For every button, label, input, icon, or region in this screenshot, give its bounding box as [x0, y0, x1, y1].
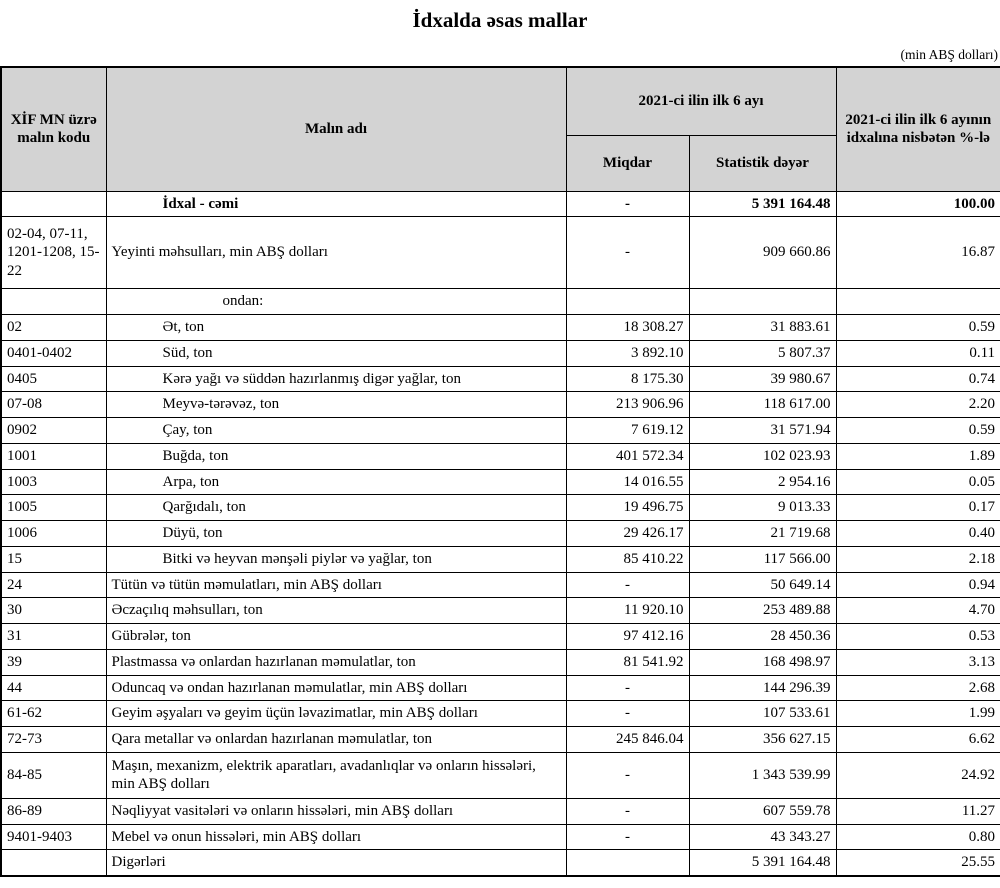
- row-code-cell: 61-62: [1, 701, 106, 727]
- row-percent-cell: 4.70: [836, 598, 1000, 624]
- row-percent-cell: 0.74: [836, 366, 1000, 392]
- row-value-cell: 117 566.00: [689, 546, 836, 572]
- row-name-cell: Əczaçılıq məhsulları, ton: [106, 598, 566, 624]
- row-name-cell: Meyvə-tərəvəz, ton: [106, 392, 566, 418]
- row-name-cell: Tütün və tütün məmulatları, min ABŞ dolları: [106, 572, 566, 598]
- row-value-cell: 1 343 539.99: [689, 752, 836, 798]
- row-code-cell: 0405: [1, 366, 106, 392]
- row-percent-cell: 11.27: [836, 798, 1000, 824]
- row-value-cell: 909 660.86: [689, 217, 836, 289]
- row-value-cell: [689, 289, 836, 315]
- row-code-cell: 30: [1, 598, 106, 624]
- row-percent-cell: 1.99: [836, 701, 1000, 727]
- row-name-cell: Düyü, ton: [106, 521, 566, 547]
- row-quantity-cell: 97 412.16: [566, 624, 689, 650]
- row-value-cell: 5 391 164.48: [689, 850, 836, 876]
- row-percent-cell: 3.13: [836, 649, 1000, 675]
- row-code-cell: 39: [1, 649, 106, 675]
- row-name-cell: Yeyinti məhsulları, min ABŞ dolları: [106, 217, 566, 289]
- row-code-cell: 1001: [1, 443, 106, 469]
- header-group-period: 2021-ci ilin ilk 6 ayı: [566, 67, 836, 135]
- row-name-cell: Ət, ton: [106, 315, 566, 341]
- row-name-cell: ondan:: [106, 289, 566, 315]
- row-value-cell: 39 980.67: [689, 366, 836, 392]
- row-code-cell: 44: [1, 675, 106, 701]
- row-code-cell: 0902: [1, 418, 106, 444]
- row-code-cell: 72-73: [1, 727, 106, 753]
- row-name-cell: Kərə yağı və süddən hazırlanmış digər yağlar, ton: [106, 366, 566, 392]
- table-row: [1, 649, 1000, 675]
- row-percent-cell: 0.11: [836, 340, 1000, 366]
- row-percent-cell: 0.40: [836, 521, 1000, 547]
- header-percent: 2021-ci ilin ilk 6 ayının idxalına nisbətən %-lə: [836, 67, 1000, 191]
- row-code-cell: [1, 289, 106, 315]
- table-row: [1, 418, 1000, 444]
- row-percent-cell: 0.80: [836, 824, 1000, 850]
- row-code-cell: 0401-0402: [1, 340, 106, 366]
- row-quantity-cell: 213 906.96: [566, 392, 689, 418]
- table-row: [1, 495, 1000, 521]
- row-percent-cell: 0.53: [836, 624, 1000, 650]
- row-name-cell: Süd, ton: [106, 340, 566, 366]
- row-name-cell: Geyim əşyaları və geyim üçün ləvazimatlar, min ABŞ dolları: [106, 701, 566, 727]
- row-percent-cell: 1.89: [836, 443, 1000, 469]
- row-quantity-cell: 8 175.30: [566, 366, 689, 392]
- row-value-cell: 2 954.16: [689, 469, 836, 495]
- table-row: [1, 675, 1000, 701]
- row-name-cell: İdxal - cəmi: [106, 191, 566, 217]
- row-percent-cell: 25.55: [836, 850, 1000, 876]
- row-code-cell: 02-04, 07-11, 1201-1208, 15-22: [1, 217, 106, 289]
- row-value-cell: 253 489.88: [689, 598, 836, 624]
- row-quantity-cell: 85 410.22: [566, 546, 689, 572]
- table-row: [1, 217, 1000, 289]
- row-code-cell: [1, 191, 106, 217]
- table-row: [1, 752, 1000, 798]
- row-percent-cell: 0.05: [836, 469, 1000, 495]
- row-quantity-cell: 81 541.92: [566, 649, 689, 675]
- row-value-cell: 9 013.33: [689, 495, 836, 521]
- row-name-cell: Gübrələr, ton: [106, 624, 566, 650]
- row-percent-cell: 0.59: [836, 315, 1000, 341]
- row-quantity-cell: 14 016.55: [566, 469, 689, 495]
- row-quantity-cell: 245 846.04: [566, 727, 689, 753]
- table-row: [1, 392, 1000, 418]
- row-quantity-cell: 29 426.17: [566, 521, 689, 547]
- table-row: [1, 340, 1000, 366]
- row-value-cell: 607 559.78: [689, 798, 836, 824]
- row-quantity-cell: -: [566, 798, 689, 824]
- row-percent-cell: 0.59: [836, 418, 1000, 444]
- row-percent-cell: 2.68: [836, 675, 1000, 701]
- header-row-1: [1, 67, 1000, 135]
- row-quantity-cell: -: [566, 191, 689, 217]
- row-quantity-cell: -: [566, 217, 689, 289]
- row-value-cell: 107 533.61: [689, 701, 836, 727]
- row-name-cell: Qara metallar və onlardan hazırlanan məmulatlar, ton: [106, 727, 566, 753]
- table-row: [1, 727, 1000, 753]
- row-quantity-cell: 3 892.10: [566, 340, 689, 366]
- row-name-cell: Çay, ton: [106, 418, 566, 444]
- table-row: [1, 798, 1000, 824]
- table-row: [1, 366, 1000, 392]
- unit-note: (min ABŞ dolları): [900, 47, 998, 62]
- header-name: Malın adı: [106, 67, 566, 191]
- row-quantity-cell: -: [566, 572, 689, 598]
- table-row: [1, 521, 1000, 547]
- row-code-cell: [1, 850, 106, 876]
- row-value-cell: 31 571.94: [689, 418, 836, 444]
- row-value-cell: 31 883.61: [689, 315, 836, 341]
- row-name-cell: Oduncaq və ondan hazırlanan məmulatlar, min ABŞ dolları: [106, 675, 566, 701]
- row-value-cell: 102 023.93: [689, 443, 836, 469]
- table-header: [1, 67, 1000, 191]
- row-name-cell: Qarğıdalı, ton: [106, 495, 566, 521]
- row-code-cell: 86-89: [1, 798, 106, 824]
- row-code-cell: 1003: [1, 469, 106, 495]
- page: [0, 8, 1000, 877]
- row-code-cell: 1005: [1, 495, 106, 521]
- row-quantity-cell: [566, 850, 689, 876]
- table-row: [1, 572, 1000, 598]
- row-quantity-cell: -: [566, 824, 689, 850]
- table-body: [1, 191, 1000, 876]
- row-percent-cell: 2.20: [836, 392, 1000, 418]
- row-name-cell: Buğda, ton: [106, 443, 566, 469]
- row-percent-cell: 6.62: [836, 727, 1000, 753]
- row-percent-cell: 16.87: [836, 217, 1000, 289]
- row-name-cell: Plastmassa və onlardan hazırlanan məmulatlar, ton: [106, 649, 566, 675]
- row-quantity-cell: -: [566, 675, 689, 701]
- table-row: [1, 191, 1000, 217]
- row-percent-cell: 0.94: [836, 572, 1000, 598]
- header-quantity: Miqdar: [566, 135, 689, 191]
- row-code-cell: 31: [1, 624, 106, 650]
- row-quantity-cell: 19 496.75: [566, 495, 689, 521]
- row-quantity-cell: -: [566, 752, 689, 798]
- row-code-cell: 24: [1, 572, 106, 598]
- row-percent-cell: 24.92: [836, 752, 1000, 798]
- row-code-cell: 15: [1, 546, 106, 572]
- row-percent-cell: 0.17: [836, 495, 1000, 521]
- row-quantity-cell: 7 619.12: [566, 418, 689, 444]
- row-value-cell: 21 719.68: [689, 521, 836, 547]
- row-quantity-cell: 401 572.34: [566, 443, 689, 469]
- row-value-cell: 144 296.39: [689, 675, 836, 701]
- row-quantity-cell: 18 308.27: [566, 315, 689, 341]
- row-value-cell: 50 649.14: [689, 572, 836, 598]
- table-row: [1, 546, 1000, 572]
- row-quantity-cell: -: [566, 701, 689, 727]
- row-value-cell: 5 807.37: [689, 340, 836, 366]
- row-percent-cell: [836, 289, 1000, 315]
- row-code-cell: 84-85: [1, 752, 106, 798]
- row-value-cell: 28 450.36: [689, 624, 836, 650]
- row-quantity-cell: [566, 289, 689, 315]
- table-row: [1, 824, 1000, 850]
- row-value-cell: 43 343.27: [689, 824, 836, 850]
- row-name-cell: Nəqliyyat vasitələri və onların hissələri, min ABŞ dolları: [106, 798, 566, 824]
- table-row: [1, 701, 1000, 727]
- row-quantity-cell: 11 920.10: [566, 598, 689, 624]
- row-value-cell: 118 617.00: [689, 392, 836, 418]
- row-name-cell: Mebel və onun hissələri, min ABŞ dolları: [106, 824, 566, 850]
- row-name-cell: Arpa, ton: [106, 469, 566, 495]
- row-name-cell: Bitki və heyvan mənşəli piylər və yağlar, ton: [106, 546, 566, 572]
- header-value: Statistik dəyər: [689, 135, 836, 191]
- table-row: [1, 624, 1000, 650]
- row-code-cell: 07-08: [1, 392, 106, 418]
- table-row: [1, 850, 1000, 876]
- row-code-cell: 9401-9403: [1, 824, 106, 850]
- imports-table: [0, 66, 1000, 877]
- table-row: [1, 598, 1000, 624]
- row-code-cell: 02: [1, 315, 106, 341]
- row-code-cell: 1006: [1, 521, 106, 547]
- row-name-cell: Maşın, mexanizm, elektrik aparatları, avadanlıqlar və onların hissələri, min ABŞ dolları: [106, 752, 566, 798]
- page-title: İdxalda əsas mallar: [412, 8, 588, 32]
- row-percent-cell: 100.00: [836, 191, 1000, 217]
- row-value-cell: 168 498.97: [689, 649, 836, 675]
- row-percent-cell: 2.18: [836, 546, 1000, 572]
- row-name-cell: Digərləri: [106, 850, 566, 876]
- header-code: XİF MN üzrə malın kodu: [1, 67, 106, 191]
- table-row: [1, 469, 1000, 495]
- table-row: [1, 315, 1000, 341]
- row-value-cell: 356 627.15: [689, 727, 836, 753]
- row-value-cell: 5 391 164.48: [689, 191, 836, 217]
- table-row: [1, 289, 1000, 315]
- table-row: [1, 443, 1000, 469]
